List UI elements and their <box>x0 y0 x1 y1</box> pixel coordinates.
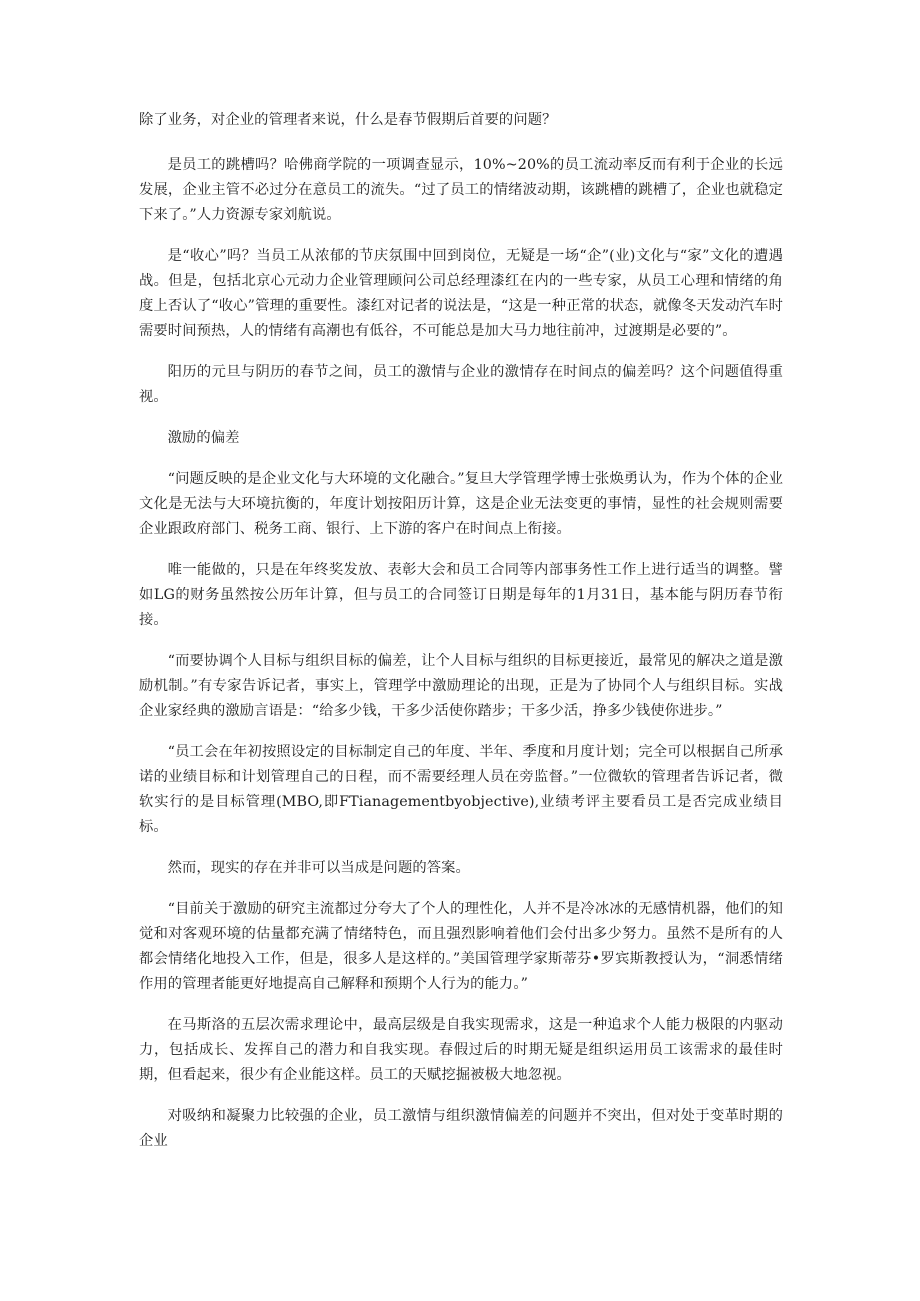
paragraph-cohesion: 对吸纳和凝聚力比较强的企业，员工激情与组织激情偏差的问题并不突出，但对处于变革时期的企业 <box>139 1108 783 1149</box>
paragraph-calendar-gap: 阳历的元旦与阴历的春节之间，员工的激情与企业的激情存在时间点的偏差吗？这个问题值得重视。 <box>139 364 783 405</box>
paragraph-microsoft-mbo: “员工会在年初按照设定的目标制定自己的年度、半年、季度和月度计划；完全可以根据自己所承诺的业绩目标和计划管理自己的日程，而不需要经理人员在旁监督。”一位微软的管理者告诉记者，微软实行的是目标管理(MBO,即FTianagementbyobjective),业绩考评主要看员工是否完成业绩目标。 <box>139 744 783 835</box>
section-heading-incentive-gap: 激励的偏差 <box>167 430 240 446</box>
paragraph-reality: 然而，现实的存在并非可以当成是问题的答案。 <box>167 860 470 876</box>
article-body <box>139 108 783 1154</box>
paragraph-intro-question: 除了业务，对企业的管理者来说，什么是春节假期后首要的问题？ <box>139 112 557 128</box>
paragraph-focus-mind: 是“收心”吗？当员工从浓郁的节庆氛围中回到岗位，无疑是一场“企”(业)文化与“家”文化的遭遇战。但是，包括北京心元动力企业管理顾问公司总经理漆红在内的一些专家，从员工心理和情绪的角度上否认了“收心”管理的重要性。漆红对记者的说法是，“这是一种正常的状态，就像冬天发动汽车时需要时间预热，人的情绪有高潮也有低谷，不可能总是加大马力地往前冲，过渡期是必要的”。 <box>139 248 783 339</box>
paragraph-culture-fusion: “问题反映的是企业文化与大环境的文化融合。”复旦大学管理学博士张焕勇认为，作为个体的企业文化是无法与大环境抗衡的，年度计划按阳历计算，这是企业无法变更的事情，显性的社会规则需要企业跟政府部门、税务工商、银行、上下游的客户在时间点上衔接。 <box>139 471 783 537</box>
paragraph-emotion-research: “目前关于激励的研究主流都过分夸大了个人的理性化，人并不是冷冰冰的无感情机器，他们的知觉和对客观环境的估量都充满了情绪特色，而且强烈影响着他们会付出多少努力。虽然不是所有的人都会情绪化地投入工作，但是，很多人是这样的。”美国管理学家斯蒂芬•罗宾斯教授认为，“洞悉情绪作用的管理者能更好地提高自己解释和预期个人行为的能力。” <box>139 901 783 992</box>
paragraph-job-hopping: 是员工的跳槽吗？哈佛商学院的一项调查显示，10%~20%的员工流动率反而有利于企业的长远发展，企业主管不必过分在意员工的流失。“过了员工的情绪波动期，该跳槽的跳槽了，企业也就稳定下来了。”人力资源专家刘航说。 <box>139 157 783 223</box>
paragraph-maslow: 在马斯洛的五层次需求理论中，最高层级是自我实现需求，这是一种追求个人能力极限的内驱动力，包括成长、发挥自己的潜力和自我实现。春假过后的时期无疑是组织运用员工该需求的最佳时期，但看起来，很少有企业能这样。员工的天赋挖掘被极大地忽视。 <box>139 1017 783 1083</box>
paragraph-incentive-mechanism: “而要协调个人目标与组织目标的偏差，让个人目标与组织的目标更接近，最常见的解决之道是激励机制。”有专家告诉记者，事实上，管理学中激励理论的出现，正是为了协同个人与组织目标。实战企业家经典的激励言语是：“给多少钱，干多少活使你踏步；干多少活，挣多少钱使你进步。” <box>139 653 783 719</box>
paragraph-lg-example: 唯一能做的，只是在年终奖发放、表彰大会和员工合同等内部事务性工作上进行适当的调整。譬如LG的财务虽然按公历年计算，但与员工的合同签订日期是每年的1月31日，基本能与阴历春节衔接。 <box>139 562 783 628</box>
